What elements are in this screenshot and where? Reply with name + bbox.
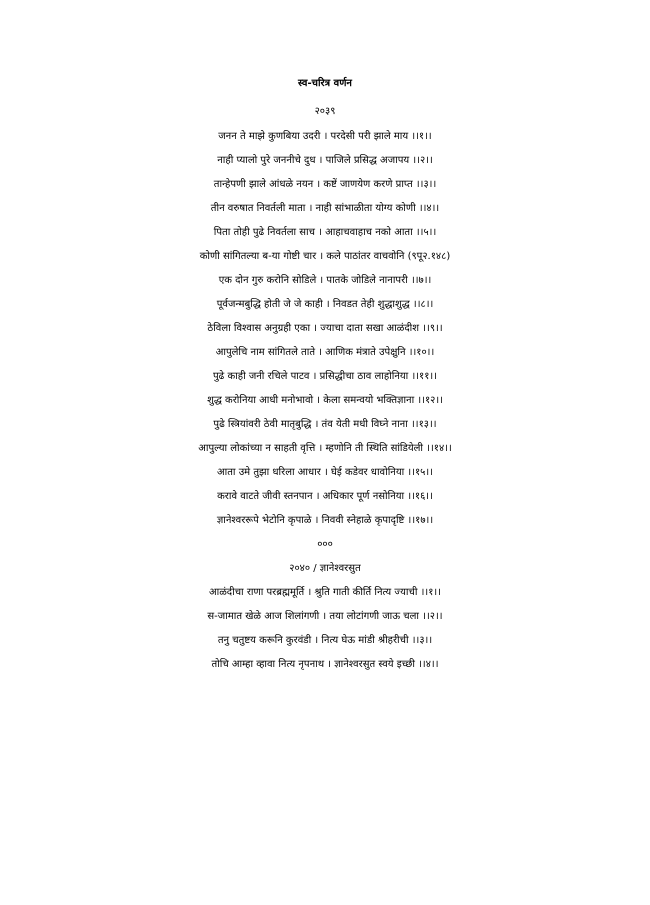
verse-line: करावे वाटते जीवी स्तनपान । अधिकार पूर्ण नसोनिया ।।१६।। (217, 491, 433, 502)
verse-line: शुद्ध करोनिया आधी मनोभावो । केला समन्वयो भक्तिज्ञाना ।।१२।। (207, 395, 443, 406)
verse-line: एक दोन गुरु करोनि सोडिले । पातके जोडिले नानापरी ।।७।। (218, 275, 432, 286)
verse-line: आता उमे तुझा धरिला आधार । घेई कडेवर धावोनिया ।।१५।। (217, 467, 433, 478)
verse-line: स-जामात खेळे आज शिलांगणी । तया लोटांगणी जाऊ चला ।।२।। (207, 611, 443, 622)
section-separator: ००० (317, 539, 333, 550)
verse-line: तीन वरुषात निवर्तली माता । नाही सांभाळीता योग्य कोणी ।।४।। (210, 203, 440, 214)
verse-line: आळंदीचा राणा परब्रह्ममूर्ति । श्रुति गाती कीर्ति नित्य ज्याची ।।१।। (208, 587, 441, 598)
verse-line: पुढे काही जनी रचिले पाटव । प्रसिद्धीचा ठाव लाहोनिया ।।११।। (213, 371, 437, 382)
document-title: स्व-चरित्र वर्णन (298, 78, 352, 89)
verse-line: पिता तोही पुढे निवर्तला साच । आहाचवाहाच नको आता ।।५।। (213, 227, 437, 238)
section-number: २०३९ (314, 106, 336, 117)
verse-line: तान्हेपणी झाले आंधळे नयन । कष्टें जाणयेण करणे प्राप्त ।।३।। (213, 179, 437, 190)
verse-line: ज्ञानेश्वररूपे भेटोनि कृपाळे । निववी स्नेहाळे कृपादृष्टि ।।१७।। (216, 515, 434, 526)
verse-line: आपुल्या लोकांच्या न साहती वृत्ति । म्हणोनि ती स्थिति सांडियेली ।।१४।। (198, 443, 452, 454)
verse-line: ठेविला विश्वास अनुग्रही एका । ज्याचा दाता सखा आळंदीश ।।९।। (207, 323, 443, 334)
verse-line: पुढे स्त्रियांवरी ठेवी मातृबुद्धि । तंव येती मधी विघ्ने नाना ।।१३।। (213, 419, 437, 430)
verse-line: जनन ते माझे कुणबिया उदरी । परदेसी परी झाले माय ।।१।। (218, 131, 432, 142)
verse-line: तनु चतुष्टय करूनि कुरवंडी । नित्य घेऊ मांडी श्रीहरीची ।।३।। (217, 635, 433, 646)
verse-line: आपुलेचि नाम सांगितले ताते । आणिक मंत्राते उपेक्षुनि ।।१०।। (215, 347, 435, 358)
verse-line: पूर्वजन्मबुद्धि होती जे जे काही । निवडत तेही शुद्धाशुद्ध ।।८।। (216, 299, 434, 310)
verse-line: तोचि आम्हा व्हावा नित्य नृपनाथ । ज्ञानेश्वरसुत स्वये इच्छी ।।४।। (211, 659, 439, 670)
verse-line: कोणी सांगितल्या ब-या गोष्टी चार । कले पाठांतर वाचवोनि (९पू२.१४८) (199, 251, 451, 262)
verse-line: नाही प्यालो पुरे जननीचे दुध । पाजिले प्रसिद्ध अजापय ।।२।। (217, 155, 433, 166)
section-heading: २०४० / ज्ञानेश्वरसुत (289, 563, 361, 574)
